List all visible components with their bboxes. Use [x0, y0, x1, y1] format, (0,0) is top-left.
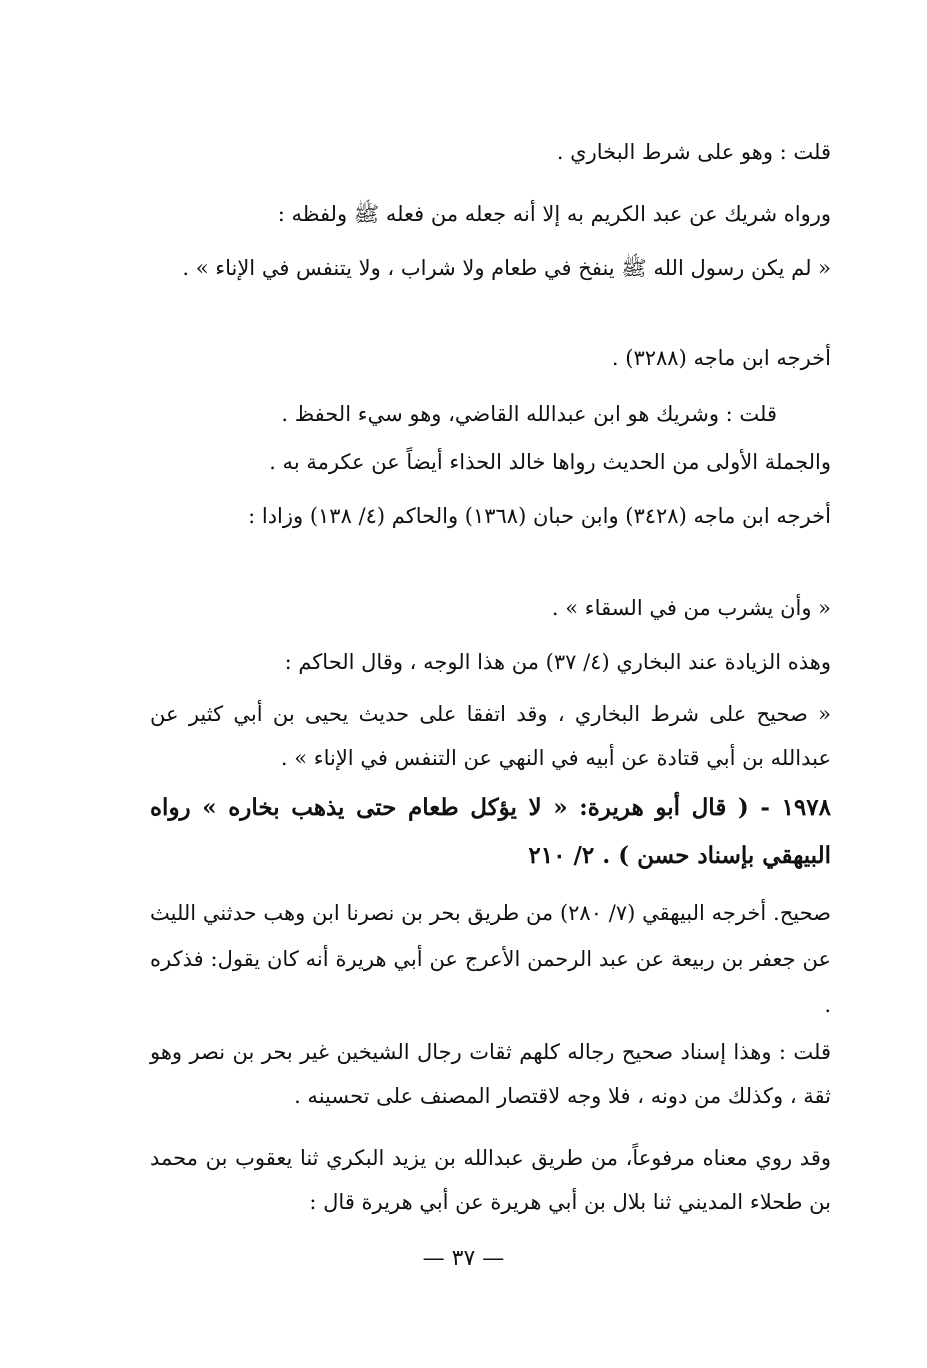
paragraph-7: أخرجه ابن ماجه (٣٤٢٨) وابن حبان (١٣٦٨) والحاكم (٤/ ١٣٨) وزادا : — [248, 504, 831, 528]
hadith-1978-heading: ١٩٧٨ - ( قال أبو هريرة: « لا يؤكل طعام حتى يذهب بخاره » رواه البيهقي بإسناد حسن ) . ٢/ ٢١٠ — [150, 794, 831, 869]
paragraph-4: أخرجه ابن ماجه (٣٢٨٨) . — [611, 346, 831, 370]
page-number: — ٣٧ — — [422, 1246, 505, 1271]
paragraph-9: وهذه الزيادة عند البخاري (٤/ ٣٧) من هذا الوجه ، وقال الحاكم : — [284, 650, 831, 674]
paragraph-3-quote: « لم يكن رسول الله ﷺ ينفخ في طعام ولا شراب ، ولا يتنفس في الإناء » . — [182, 256, 831, 280]
paragraph-14: وقد روي معناه مرفوعاً، من طريق عبدالله بن يزيد البكري ثنا يعقوب بن محمد بن طحلاء المديني ثنا بلال بن أبي هريرة عن أبي هريرة قال : — [150, 1146, 831, 1214]
paragraph-13: قلت : وهذا إسناد صحيح رجاله كلهم ثقات رجال الشيخين غير بحر بن نصر وهو ثقة ، وكذلك من دونه ، فلا وجه لاقتصار المصنف على تحسينه . — [150, 1040, 831, 1108]
paragraph-10-quote: « صحيح على شرط البخاري ، وقد اتفقا على حديث يحيى بن أبي كثير عن عبدالله بن أبي قتادة عن أبيه في النهي عن التنفس في الإناء » . — [150, 702, 831, 770]
paragraph-12: صحيح. أخرجه البيهقي (٧/ ٢٨٠) من طريق بحر بن نصرنا ابن وهب حدثني الليث عن جعفر بن ربيعة عن عبد الرحمن الأعرج عن أبي هريرة أنه كان يقول: فذكره . — [150, 901, 831, 1017]
paragraph-1: قلت : وهو على شرط البخاري . — [556, 140, 831, 164]
paragraph-5: قلت : وشريك هو ابن عبدالله القاضي، وهو سيء الحفظ . — [281, 402, 777, 426]
paragraph-2: ورواه شريك عن عبد الكريم به إلا أنه جعله من فعله ﷺ ولفظه : — [277, 202, 831, 226]
paragraph-8-quote: « وأن يشرب من في السقاء » . — [551, 596, 831, 620]
paragraph-6: والجملة الأولى من الحديث رواها خالد الحذاء أيضاً عن عكرمة به . — [269, 450, 831, 474]
